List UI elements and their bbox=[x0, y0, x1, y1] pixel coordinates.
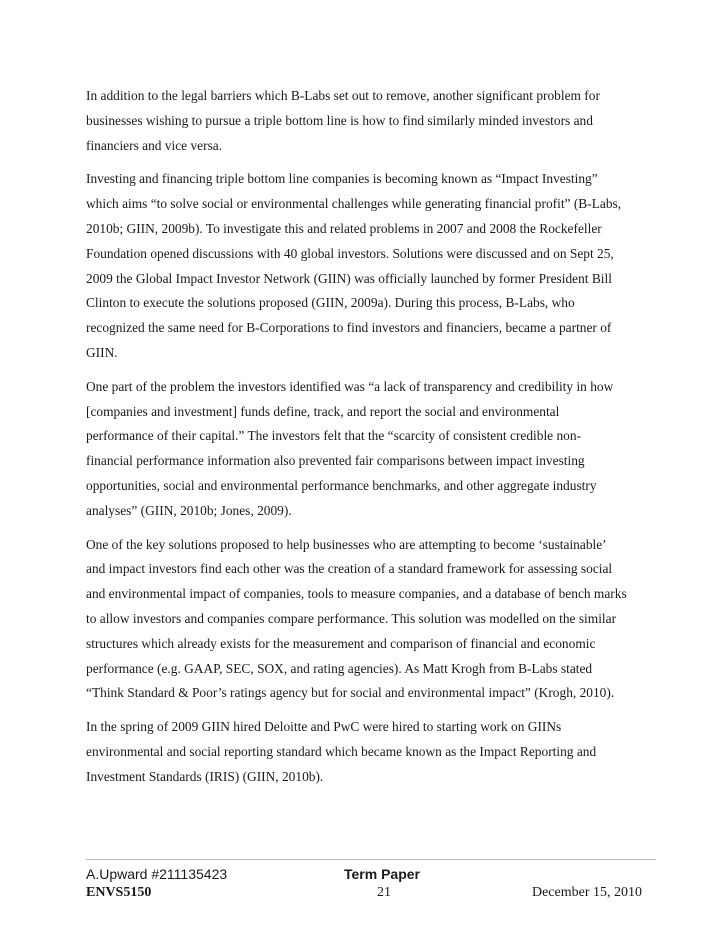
text-line: and environmental impact of companies, tools to measure companies, and a database of bench marks bbox=[86, 586, 627, 602]
text-line: financiers and vice versa. bbox=[86, 137, 223, 153]
text-line: One of the key solutions proposed to help businesses who are attempting to become ‘sustainable’ bbox=[86, 536, 607, 552]
text-line: [companies and investment] funds define, track, and report the social and environmental bbox=[86, 403, 560, 419]
text-line: In the spring of 2009 GIIN hired Deloitte and PwC were hired to starting work on GIINs bbox=[86, 719, 562, 735]
text-line: In addition to the legal barriers which B-Labs set out to remove, another significant problem for bbox=[86, 88, 600, 103]
footer-author: A.Upward #211135423 bbox=[86, 866, 228, 882]
paragraph bbox=[86, 84, 670, 158]
text-line: performance (e.g. GAAP, SEC, SOX, and rating agencies). As Matt Krogh from B-Labs stated bbox=[86, 660, 593, 676]
paragraph bbox=[86, 533, 670, 707]
text-line: environmental and social reporting standard which became known as the Impact Reporting and bbox=[86, 743, 597, 759]
text-line: Clinton to execute the solutions proposed (GIIN, 2009a). During this process, B-Labs, who bbox=[86, 295, 575, 311]
paragraph bbox=[86, 375, 670, 524]
text-line: which aims “to solve social or environmental challenges while generating financial profit” (B-Labs, bbox=[86, 196, 622, 212]
text-line: and impact investors find each other was the creation of a standard framework for assessing social bbox=[86, 561, 613, 577]
text-line: structures which already exists for the measurement and comparison of financial and economic bbox=[86, 635, 596, 651]
text-line: performance of their capital.” The investors felt that the “scarcity of consistent credible non- bbox=[86, 428, 582, 444]
page-number: 21 bbox=[377, 885, 391, 900]
text-line: 2009 the Global Impact Investor Network (GIIN) was officially launched by former President Bill bbox=[86, 270, 612, 286]
text-line: financial performance information also prevented fair comparisons between impact investing bbox=[86, 453, 585, 469]
text-line: businesses wishing to pursue a triple bottom line is how to find similarly minded investors and bbox=[86, 112, 593, 128]
paragraph bbox=[86, 167, 670, 365]
paragraph bbox=[86, 715, 670, 789]
footer-divider bbox=[86, 859, 656, 860]
text-line: Investing and financing triple bottom line companies is becoming known as “Impact Investing” bbox=[86, 171, 598, 187]
footer-date: December 15, 2010 bbox=[531, 885, 642, 900]
page-footer bbox=[86, 866, 656, 906]
text-line: One part of the problem the investors identified was “a lack of transparency and credibility in how bbox=[86, 378, 614, 394]
text-line: analyses” (GIIN, 2010b; Jones, 2009). bbox=[86, 502, 292, 518]
text-line: opportunities, social and environmental performance benchmarks, and other aggregate industry bbox=[86, 477, 597, 493]
text-line: to allow investors and companies compare performance. This solution was modelled on the similar bbox=[86, 610, 617, 626]
document-body bbox=[86, 84, 670, 799]
text-line: recognized the same need for B-Corporations to find investors and financiers, became a partner of bbox=[86, 320, 612, 336]
text-line: Foundation opened discussions with 40 global investors. Solutions were discussed and on Sept 25, bbox=[86, 245, 614, 261]
text-line: GIIN. bbox=[86, 344, 118, 360]
footer-document-type: Term Paper bbox=[344, 866, 420, 882]
text-line: 2010b; GIIN, 2009b). To investigate this and related problems in 2007 and 2008 the Rockefeller bbox=[86, 220, 602, 236]
text-line: Investment Standards (IRIS) (GIIN, 2010b). bbox=[86, 768, 324, 784]
text-line: “Think Standard & Poor’s ratings agency but for social and environmental impact” (Krogh, 2010). bbox=[86, 685, 615, 701]
footer-course-code: ENVS5150 bbox=[86, 885, 152, 900]
